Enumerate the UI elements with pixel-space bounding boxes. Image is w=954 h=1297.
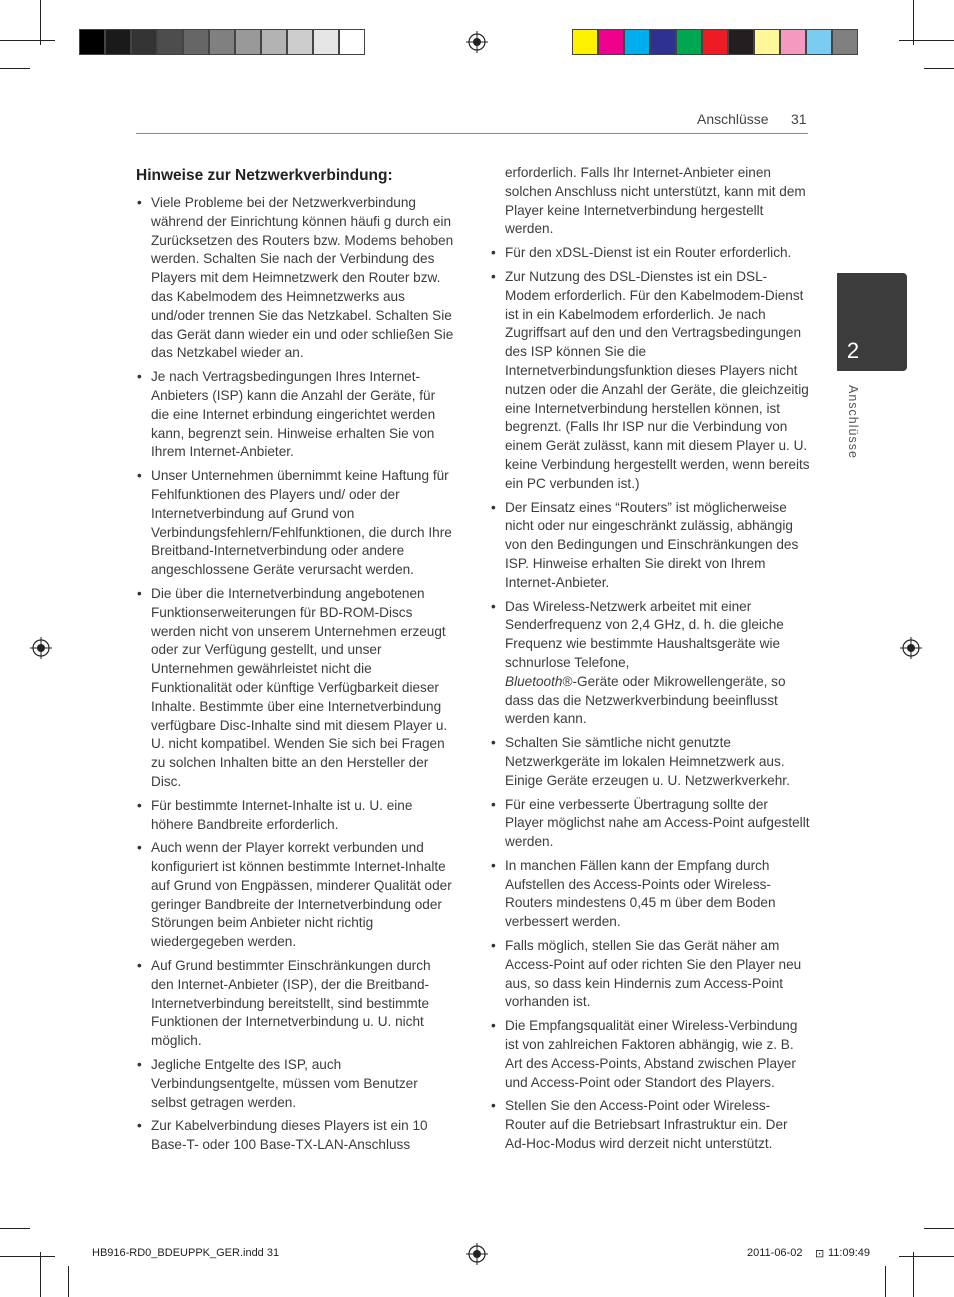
color-swatch [287,29,313,55]
chapter-label: Anschlüsse [846,385,860,459]
chapter-number: 2 [846,338,860,363]
list-item: • Viele Probleme bei der Netzwerkverbindung während der Einrichtung können häufi g durch ein Zurücksetzen des Routers bzw. Modems behoben werden. Schalten Sie nach der Verbindung des Players mit dem Heimnetzwerk den Router bzw. das Kabelmodem des Heimnetzwerks aus und/oder trennen Sie das Netzkabel. Schalten Sie das Gerät dann wieder ein und oder schließen Sie das Netzkabel wieder an. [136,194,456,363]
list-item: • Auf Grund bestimmter Einschränkungen durch den Internet-Anbieter (ISP), der die Breitband-Internetverbindung bereitstellt, sind bestimmte Funktionen der Internetverbindung u. U. nicht möglich. [136,957,456,1051]
list-item: • Der Einsatz eines “Routers” ist möglicherweise nicht oder nur eingeschränkt zulässig, abhängig von den Bedingungen und Einschränkungen des ISP. Hinweise erhalten Sie direkt von Ihrem Internet-Anbieter. [490,499,810,593]
crop-mark [68,1266,69,1297]
color-swatch [79,29,105,55]
crop-mark [0,40,55,41]
color-swatch [754,29,780,55]
crop-mark [40,1252,41,1297]
color-swatch [780,29,806,55]
list-item: • Auch wenn der Player korrekt verbunden und konfiguriert ist können bestimmte Internet-Inhalte auf Grund von Engpässen, minderer Qualität oder geringer Bandbreite der Internetverbindung oder Störungen beim Anbieter nicht richtig wiedergegeben werden. [136,839,456,952]
crop-mark [885,1266,886,1297]
color-swatch [157,29,183,55]
header-rule [136,133,808,134]
crop-mark [899,1256,954,1257]
color-swatch [235,29,261,55]
header-page-number: 31 [791,111,807,127]
list-item: • Zur Nutzung des DSL-Dienstes ist ein DSL-Modem erforderlich. Für den Kabelmodem-Dienst ist in ein Kabelmodem erforderlich. Je nach Zugriffsart auf den und den Vertragsbedingungen des ISP können Sie die Internetverbindungsfunktion dieses Players nicht nutzen oder die Anzahl der Geräte, die gleichzeitig eine Internetverbindung herstellen können, ist begrenzt. (Falls Ihr ISP nur die Verbindung von einem Gerät zulässt, kann mit diesem Player u. U. keine Verbindung hergestellt werden, wenn bereits ein PC verbunden ist.) [490,268,810,494]
color-swatch [131,29,157,55]
list-item: • Unser Unternehmen übernimmt keine Haftung für Fehlfunktionen des Players und/ oder der Internetverbindung auf Grund von Verbindungsfehlern/Fehlfunktionen, die durch Ihre Breitband-Internetverbindung oder andere angeschlossene Geräte verursacht werden. [136,467,456,580]
footer-filename: HB916-RD0_BDEUPPK_GER.indd 31 [92,1247,280,1259]
footer-date: 2011-06-02 [747,1247,803,1259]
brand-name: Bluetooth [505,673,563,689]
list-item: • Für eine verbesserte Übertragung sollte der Player möglichst nahe am Access-Point aufgestellt werden. [490,796,810,852]
crop-mark [0,1228,30,1229]
list-item: • Zur Kabelverbindung dieses Players ist ein 10 Base-T- oder 100 Base-TX-LAN-Anschluss [136,1117,456,1155]
list-item: • Stellen Sie den Access-Point oder Wireless-Router auf die Betriebsart Infrastruktur ein. Der Ad-Hoc-Modus wird derzeit nicht unterstützt. [490,1097,810,1153]
color-swatch [572,29,598,55]
color-swatch [261,29,287,55]
list-item: • Für den xDSL-Dienst ist ein Router erforderlich. [490,244,810,263]
color-swatch [728,29,754,55]
brand-sentence: ®-Geräte oder Mikrowellengeräte, so dass das die Netzwerkverbindung beeinflusst werden kann. [505,673,786,727]
list-item: • Das Wireless-Netzwerk arbeitet mit einer Senderfrequenz von 2,4 GHz, d. h. die gleiche Frequenz wie bestimmte Haushaltsgeräte wie schnurlose Telefone, Bluetooth®-Geräte oder Mikrowellengeräte, so dass das die Netzwerkverbindung beeinflusst werden kann. [490,598,810,730]
crop-mark [0,68,30,69]
color-swatch [209,29,235,55]
section-heading: Hinweise zur Netzwerkverbindung: [136,167,393,184]
right-column [490,164,810,1159]
registration-mark-icon [466,31,488,53]
header-section-title: Anschlüsse [697,111,769,127]
footer-glyph: ⊡ [815,1248,825,1260]
color-swatch [624,29,650,55]
continuation-paragraph: erforderlich. Falls Ihr Internet-Anbieter einen solchen Anschluss nicht unterstützt, kann mit dem Player keine Internetverbindung hergestellt werden. [505,165,806,237]
left-column [136,166,456,1160]
list-item: • Schalten Sie sämtliche nicht genutzte Netzwerkgeräte im lokalen Heimnetzwerk aus. Einige Geräte erzeugen u. U. Netzwerkverkehr. [490,734,810,790]
list-item: • Die über die Internetverbindung angebotenen Funktionserweiterungen für BD-ROM-Discs werden nicht von unserem Unternehmen erzeugt oder zur Verfügung gestellt, und unser Unternehmen gewährleistet nicht die Funktionalität oder künftige Verfügbarkeit dieser Inhalte. Bestimmte über eine Internetverbindung verfügbare Disc-Inhalte sind mit diesem Player u. U. nicht kompatibel. Wenden Sie sich bei Fragen zu solchen Inhalten bitte an den Hersteller der Disc. [136,585,456,792]
right-bullet-list [490,244,810,1154]
list-item: • Die Empfangsqualität einer Wireless-Verbindung ist von zahlreichen Faktoren abhängig, wie z. B. Art des Access-Points, Abstand zwischen Player und Access-Point oder Standort des Players. [490,1017,810,1092]
list-item: • Jegliche Entgelte des ISP, auch Verbindungsentgelte, müssen vom Benutzer selbst getragen werden. [136,1056,456,1112]
list-item: • Falls möglich, stellen Sie das Gerät näher am Access-Point auf oder richten Sie den Player neu aus, so dass kein Hindernis zum Access-Point vorhanden ist. [490,937,810,1012]
crop-mark [913,0,914,45]
left-bullet-list [136,194,456,1155]
color-swatch [339,29,365,55]
color-swatch [105,29,131,55]
color-swatch [806,29,832,55]
crop-mark [924,1228,954,1229]
list-item: • Je nach Vertragsbedingungen Ihres Internet-Anbieters (ISP) kann die Anzahl der Geräte, für die eine Internet erbindung eingerichtet werden kann, begrenzt sein. Hinweise erhalten Sie von Ihrem Internet-Anbieter. [136,368,456,462]
grayscale-swatch-bar [79,29,365,55]
registration-mark-icon [900,637,922,659]
color-swatch [676,29,702,55]
crop-mark [899,40,954,41]
color-swatch [832,29,858,55]
color-swatch [650,29,676,55]
list-item: • Für bestimmte Internet-Inhalte ist u. U. eine höhere Bandbreite erforderlich. [136,797,456,835]
color-swatch [183,29,209,55]
process-color-swatch-bar [572,29,858,55]
color-swatch [598,29,624,55]
registration-mark-icon [466,1243,488,1265]
crop-mark [913,1252,914,1297]
list-item: • In manchen Fällen kann der Empfang durch Aufstellen des Access-Points oder Wireless-Routers mindestens 0,45 m über dem Boden verbessert werden. [490,857,810,932]
crop-mark [0,1256,55,1257]
color-swatch [313,29,339,55]
color-swatch [702,29,728,55]
registration-mark-icon [30,637,52,659]
crop-mark [924,68,954,69]
crop-mark [40,0,41,45]
footer-time: 11:09:49 [828,1247,871,1259]
